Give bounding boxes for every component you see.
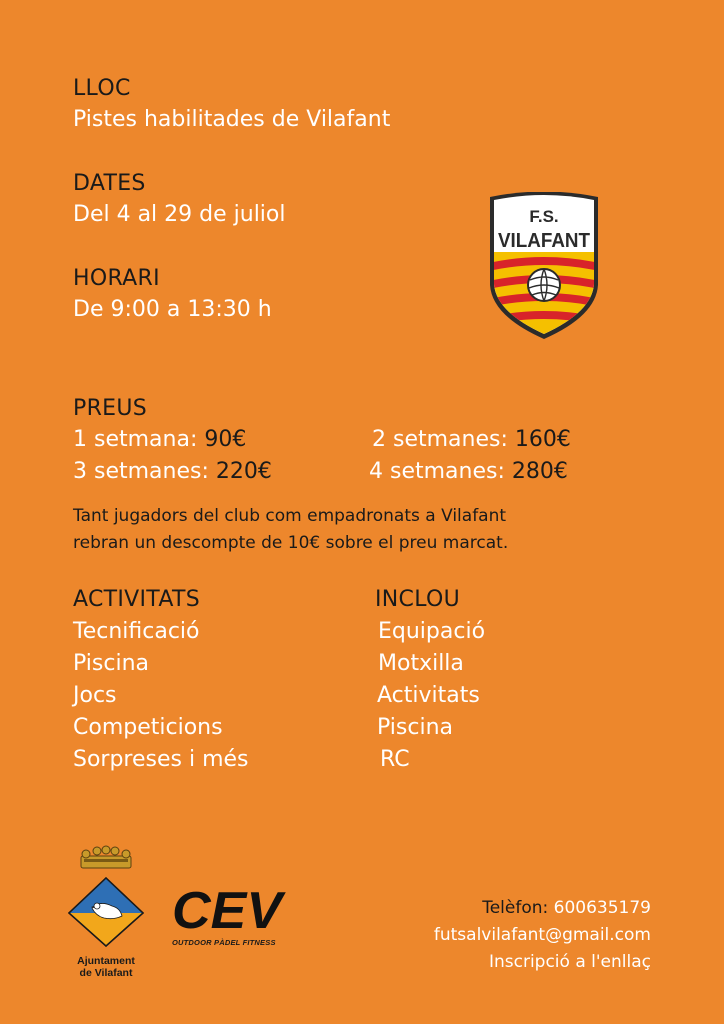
dates-value: Del 4 al 29 de juliol xyxy=(73,202,286,227)
price-amount: 90€ xyxy=(204,427,247,452)
lloc-heading: LLOC xyxy=(73,76,131,101)
discount-note-line1: Tant jugadors del club com empadronats a Vilafant xyxy=(73,506,507,526)
price-1-week xyxy=(73,427,246,452)
ajuntament-line1: Ajuntament xyxy=(77,955,135,967)
cev-logo xyxy=(170,884,288,948)
coat-of-arms-icon xyxy=(64,842,148,947)
cev-wordmark xyxy=(170,884,286,934)
activitat-item: Tecnificació xyxy=(73,619,200,644)
inclou-item: Piscina xyxy=(377,715,453,740)
price-label: 1 setmana: xyxy=(73,427,205,452)
phone-number[interactable]: 600635179 xyxy=(553,898,651,918)
inclou-item: Motxilla xyxy=(378,651,464,676)
price-label: 3 setmanes: xyxy=(73,459,216,484)
price-2-weeks xyxy=(372,427,571,452)
club-logo-line2: VILAFANT xyxy=(498,230,590,252)
signup-link[interactable]: Inscripció a l'enllaç xyxy=(488,952,651,972)
preus-heading: PREUS xyxy=(73,396,148,421)
horari-heading: HORARI xyxy=(73,266,160,291)
football-icon xyxy=(528,269,560,301)
discount-note-line2: rebran un descompte de 10€ sobre el preu marcat. xyxy=(73,533,509,553)
price-3-weeks xyxy=(73,459,272,484)
contact-email[interactable]: futsalvilafant@gmail.com xyxy=(433,925,651,945)
activitats-heading: ACTIVITATS xyxy=(73,587,200,612)
lloc-value: Pistes habilitades de Vilafant xyxy=(73,107,391,132)
inclou-item: Equipació xyxy=(378,619,486,644)
price-label: 2 setmanes: xyxy=(372,427,515,452)
dates-heading: DATES xyxy=(73,171,146,196)
price-4-weeks xyxy=(369,459,568,484)
cev-subtitle: OUTDOOR PÀDEL FITNESS xyxy=(172,938,276,947)
activitat-item: Jocs xyxy=(73,683,117,708)
crown-icon xyxy=(81,846,131,868)
activitat-item: Sorpreses i més xyxy=(73,747,249,772)
club-logo xyxy=(484,192,604,340)
horari-value: De 9:00 a 13:30 h xyxy=(73,297,272,322)
club-logo-line1: F.S. xyxy=(529,207,559,226)
ajuntament-line2: de Vilafant xyxy=(79,967,133,979)
activitat-item: Piscina xyxy=(73,651,149,676)
cev-name: CEV xyxy=(172,884,286,934)
price-amount: 280€ xyxy=(511,459,568,484)
price-label: 4 setmanes: xyxy=(369,459,512,484)
inclou-item: RC xyxy=(380,747,410,772)
inclou-heading: INCLOU xyxy=(375,587,460,612)
price-amount: 160€ xyxy=(514,427,571,452)
price-amount: 220€ xyxy=(215,459,272,484)
ajuntament-logo xyxy=(64,842,148,977)
activitat-item: Competicions xyxy=(73,715,223,740)
football-shield-icon xyxy=(484,192,604,340)
contact-phone xyxy=(482,898,651,918)
inclou-item: Activitats xyxy=(377,683,480,708)
phone-label: Telèfon: xyxy=(482,898,554,918)
